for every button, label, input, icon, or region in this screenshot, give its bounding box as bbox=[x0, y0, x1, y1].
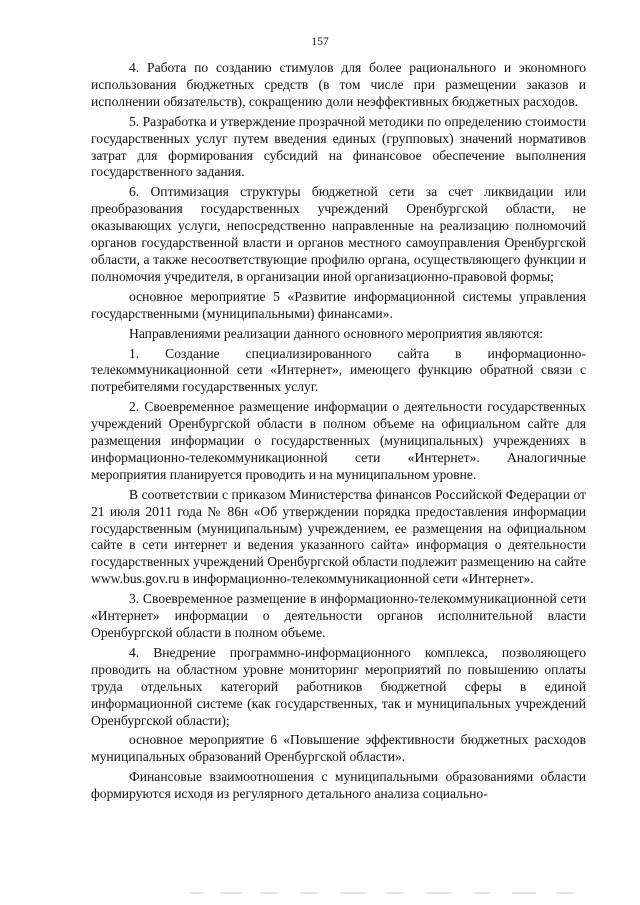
scan-artifact-marks bbox=[190, 890, 590, 896]
document-body bbox=[91, 60, 586, 803]
paragraph-stimuli: 4. Работа по созданию стимулов для более рационального и экономного использования бюджетных средств (в том числе при размещении заказов и исполнении обязательств), сокращению доли неэффективных бюджетных расходов. bbox=[91, 60, 586, 109]
paragraph-financial-relations: Финансовые взаимоотношения с муниципальными образованиями области формируются исходя из регулярного детального анализа социально- bbox=[91, 769, 586, 802]
paragraph-main-measure-6: основное мероприятие 6 «Повышение эффективности бюджетных расходов муниципальных образований Оренбургской области». bbox=[91, 732, 586, 765]
paragraph-ministry-order: В соответствии с приказом Министерства финансов Российской Федерации от 21 июля 2011 года № 86н «Об утверждении порядка предоставления информации государственным (муниципальным) учреждением, ее размещения на официальном сайте в сети интернет и ведения указанного сайта» информация о деятельности государственных учреждений Оренбургской области подлежит размещению на сайте www.bus.gov.ru в информационно-телекоммуникационной сети «Интернет». bbox=[91, 486, 586, 587]
paragraph-directions: Направлениями реализации данного основного мероприятия являются: bbox=[129, 325, 544, 341]
paragraph-network-optimization: 6. Оптимизация структуры бюджетной сети за счет ликвидации или преобразования государственных учреждений Оренбургской области, не оказывающих услуги, непосредственно направленные на реализацию полномочий органов государственной власти и органов местного самоуправления Оренбургской области, а также несоответствующие профилю органа, осуществляющего функции и полномочия учредителя, в организации иной организационно-правовой формы; bbox=[91, 184, 586, 284]
page-number: 157 bbox=[311, 36, 329, 48]
paragraph-executive-info: 3. Своевременное размещение в информационно-телекоммуникационной сети «Интернет» информации о деятельности органов исполнительной власти Оренбургской области в полном объеме. bbox=[91, 591, 586, 640]
paragraph-website-creation: 1. Создание специализированного сайта в информационно-телекоммуникационной сети «Интернет», имеющего функцию обратной связи с потребителями государственных услуг. bbox=[91, 345, 586, 395]
paragraph-main-measure-5: основное мероприятие 5 «Развитие информационной системы управления государственными (муниципальными) финансами». bbox=[91, 288, 586, 321]
paragraph-methodology: 5. Разработка и утверждение прозрачной методики по определению стоимости государственных услуг путем введения единых (групповых) значений нормативов затрат для формирования субсидий на финансовое обеспечение выполнения государственного задания. bbox=[91, 113, 586, 180]
paragraph-software-complex: 4. Внедрение программно-информационного комплекса, позволяющего проводить на областном уровне мониторинг мероприятий по повышению оплаты труда отдельных категорий работников бюджетной сферы в единой информационной системе (как государственных, так и муниципальных учреждений Оренбургской области); bbox=[91, 644, 586, 728]
paragraph-info-placement: 2. Своевременное размещение информации о деятельности государственных учреждений Оренбургской области в полном объеме на официальном сайте для размещения информации о государственных (муниципальных) учреждениях в информационно-телекоммуникационной сети «Интернет». Аналогичные мероприятия планируется проводить и на муниципальном уровне. bbox=[91, 399, 586, 482]
